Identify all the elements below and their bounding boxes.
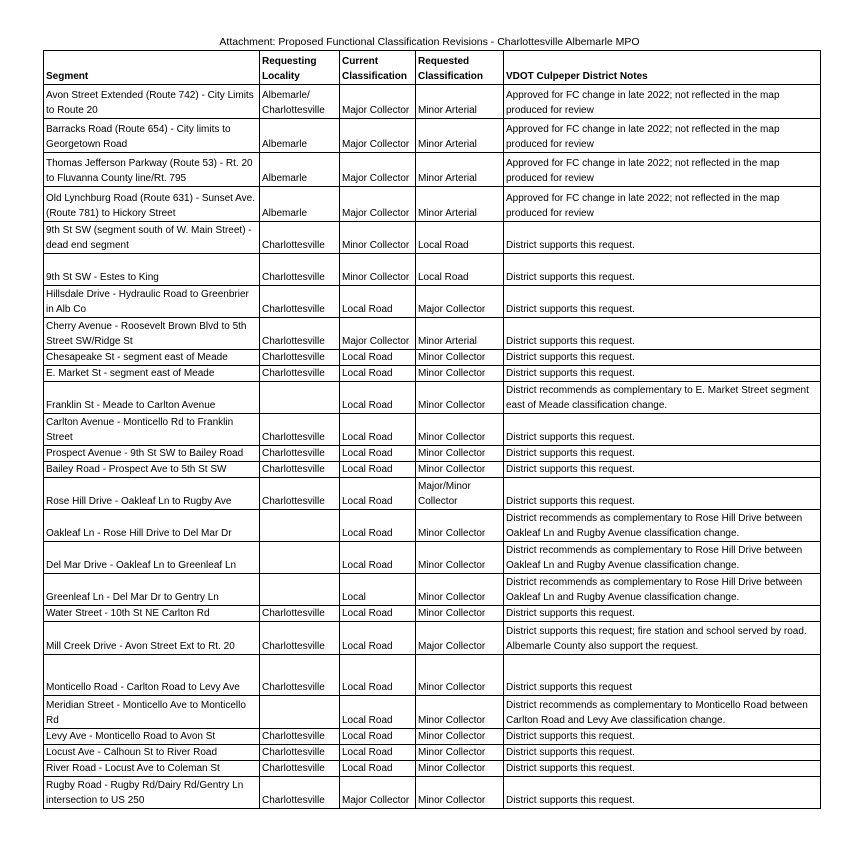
cell-requesting-locality: Charlottesville [260,478,340,510]
cell-requested-classification: Minor Collector [416,414,504,446]
cell-district-notes: Approved for FC change in late 2022; not reflected in the map produced for review [504,153,821,187]
cell-current-classification: Local Road [340,696,416,729]
cell-segment: 9th St SW - Estes to King [44,254,260,286]
cell-segment: Barracks Road (Route 654) - City limits to Georgetown Road [44,119,260,153]
cell-requested-classification: Minor Arterial [416,187,504,222]
cell-segment: Water Street - 10th St NE Carlton Rd [44,606,260,622]
cell-requested-classification: Minor Collector [416,382,504,414]
cell-segment: Locust Ave - Calhoun St to River Road [44,745,260,761]
cell-requesting-locality: Albemarle [260,119,340,153]
cell-requested-classification: Minor Arterial [416,153,504,187]
cell-segment: Meridian Street - Monticello Ave to Monticello Rd [44,696,260,729]
cell-requesting-locality: Charlottesville [260,777,340,809]
cell-requested-classification: Minor Collector [416,761,504,777]
cell-requested-classification: Minor Collector [416,542,504,574]
cell-current-classification: Local Road [340,478,416,510]
table-row [44,254,821,286]
cell-requested-classification: Major Collector [416,286,504,318]
cell-requesting-locality: Albemarle [260,187,340,222]
table-row [44,222,821,254]
cell-segment: Old Lynchburg Road (Route 631) - Sunset Ave. (Route 781) to Hickory Street [44,187,260,222]
cell-current-classification: Major Collector [340,318,416,350]
cell-district-notes: District recommends as complementary to Monticello Road between Carlton Road and Levy Ave classification change. [504,696,821,729]
cell-district-notes: District recommends as complementary to Rose Hill Drive between Oakleaf Ln and Rugby Avenue classification change. [504,542,821,574]
cell-district-notes: District supports this request. [504,318,821,350]
cell-current-classification: Local Road [340,462,416,478]
cell-district-notes: Approved for FC change in late 2022; not reflected in the map produced for review [504,85,821,119]
table-row [44,622,821,655]
cell-district-notes: District supports this request. [504,462,821,478]
table-row [44,414,821,446]
cell-current-classification: Local Road [340,446,416,462]
table-row [44,542,821,574]
cell-district-notes: District supports this request. [504,606,821,622]
cell-requesting-locality: Charlottesville [260,414,340,446]
table-row [44,350,821,366]
cell-current-classification: Local Road [340,622,416,655]
cell-district-notes: District supports this request. [504,350,821,366]
table-row [44,318,821,350]
cell-requesting-locality: Charlottesville [260,350,340,366]
cell-district-notes: District supports this request. [504,478,821,510]
cell-segment: Avon Street Extended (Route 742) - City Limits to Route 20 [44,85,260,119]
cell-current-classification: Local Road [340,350,416,366]
table-row [44,574,821,606]
cell-segment: Carlton Avenue - Monticello Rd to Franklin Street [44,414,260,446]
table-row [44,446,821,462]
table-row [44,761,821,777]
table-row [44,366,821,382]
header-row [44,51,821,85]
cell-segment: Mill Creek Drive - Avon Street Ext to Rt. 20 [44,622,260,655]
cell-requesting-locality: Charlottesville [260,745,340,761]
cell-segment: Bailey Road - Prospect Ave to 5th St SW [44,462,260,478]
cell-segment: E. Market St - segment east of Meade [44,366,260,382]
cell-segment: Thomas Jefferson Parkway (Route 53) - Rt. 20 to Fluvanna County line/Rt. 795 [44,153,260,187]
cell-current-classification: Local Road [340,510,416,542]
cell-requested-classification: Major/Minor Collector [416,478,504,510]
cell-requesting-locality: Charlottesville [260,222,340,254]
table-row [44,745,821,761]
cell-requested-classification: Major Collector [416,622,504,655]
cell-district-notes: District supports this request. [504,745,821,761]
table-row [44,85,821,119]
cell-requested-classification: Minor Collector [416,745,504,761]
cell-current-classification: Major Collector [340,153,416,187]
cell-current-classification: Local [340,574,416,606]
cell-segment: River Road - Locust Ave to Coleman St [44,761,260,777]
cell-requested-classification: Minor Arterial [416,85,504,119]
cell-district-notes: District recommends as complementary to E. Market Street segment east of Meade classification change. [504,382,821,414]
cell-requested-classification: Minor Collector [416,606,504,622]
cell-requesting-locality [260,382,340,414]
cell-district-notes: District supports this request. [504,366,821,382]
cell-segment: Cherry Avenue - Roosevelt Brown Blvd to 5th Street SW/Ridge St [44,318,260,350]
cell-requesting-locality: Charlottesville [260,254,340,286]
cell-segment: Greenleaf Ln - Del Mar Dr to Gentry Ln [44,574,260,606]
cell-district-notes: District supports this request [504,655,821,696]
cell-current-classification: Major Collector [340,187,416,222]
cell-requesting-locality: Albemarle/ Charlottesville [260,85,340,119]
cell-requesting-locality: Albemarle [260,153,340,187]
cell-segment: Monticello Road - Carlton Road to Levy Ave [44,655,260,696]
cell-requested-classification: Local Road [416,254,504,286]
classification-table [43,50,821,809]
cell-requesting-locality [260,574,340,606]
table-row [44,462,821,478]
cell-segment: Hillsdale Drive - Hydraulic Road to Greenbrier in Alb Co [44,286,260,318]
cell-current-classification: Local Road [340,729,416,745]
header-requested-classification: Requested Classification [416,51,504,85]
cell-segment: 9th St SW (segment south of W. Main Street) - dead end segment [44,222,260,254]
cell-requested-classification: Minor Collector [416,655,504,696]
cell-requested-classification: Minor Collector [416,729,504,745]
cell-requested-classification: Minor Collector [416,777,504,809]
cell-district-notes: District supports this request. [504,414,821,446]
cell-requesting-locality: Charlottesville [260,446,340,462]
cell-district-notes: District supports this request; fire station and school served by road. Albemarle County also support the request. [504,622,821,655]
cell-requesting-locality [260,696,340,729]
header-segment: Segment [44,51,260,85]
cell-requesting-locality: Charlottesville [260,729,340,745]
cell-requesting-locality: Charlottesville [260,462,340,478]
cell-current-classification: Local Road [340,414,416,446]
cell-segment: Levy Ave - Monticello Road to Avon St [44,729,260,745]
table-row [44,187,821,222]
cell-requested-classification: Minor Arterial [416,119,504,153]
cell-segment: Franklin St - Meade to Carlton Avenue [44,382,260,414]
cell-requested-classification: Minor Collector [416,574,504,606]
cell-district-notes: District supports this request. [504,729,821,745]
cell-requesting-locality [260,510,340,542]
cell-segment: Oakleaf Ln - Rose Hill Drive to Del Mar Dr [44,510,260,542]
cell-requesting-locality: Charlottesville [260,606,340,622]
cell-current-classification: Local Road [340,761,416,777]
cell-requesting-locality: Charlottesville [260,318,340,350]
cell-requested-classification: Minor Collector [416,462,504,478]
cell-current-classification: Major Collector [340,777,416,809]
cell-current-classification: Local Road [340,606,416,622]
cell-segment: Rugby Road - Rugby Rd/Dairy Rd/Gentry Ln intersection to US 250 [44,777,260,809]
cell-requested-classification: Minor Collector [416,366,504,382]
cell-district-notes: District recommends as complementary to Rose Hill Drive between Oakleaf Ln and Rugby Avenue classification change. [504,574,821,606]
cell-requesting-locality: Charlottesville [260,622,340,655]
cell-segment: Prospect Avenue - 9th St SW to Bailey Road [44,446,260,462]
table-row [44,655,821,696]
table-row [44,478,821,510]
cell-current-classification: Local Road [340,286,416,318]
cell-current-classification: Local Road [340,382,416,414]
header-district-notes: VDOT Culpeper District Notes [504,51,821,85]
table-row [44,119,821,153]
table-row [44,510,821,542]
table-row [44,153,821,187]
header-current-classification: Current Classification [340,51,416,85]
cell-current-classification: Local Road [340,655,416,696]
cell-current-classification: Local Road [340,366,416,382]
cell-current-classification: Local Road [340,542,416,574]
cell-current-classification: Major Collector [340,85,416,119]
cell-district-notes: District supports this request. [504,446,821,462]
cell-current-classification: Minor Collector [340,254,416,286]
cell-current-classification: Major Collector [340,119,416,153]
cell-requested-classification: Minor Arterial [416,318,504,350]
cell-requested-classification: Minor Collector [416,446,504,462]
table-row [44,777,821,809]
cell-requested-classification: Local Road [416,222,504,254]
cell-district-notes: District recommends as complementary to Rose Hill Drive between Oakleaf Ln and Rugby Avenue classification change. [504,510,821,542]
header-requesting-locality: Requesting Locality [260,51,340,85]
table-row [44,286,821,318]
table-body [44,85,821,809]
cell-requested-classification: Minor Collector [416,350,504,366]
cell-segment: Del Mar Drive - Oakleaf Ln to Greenleaf Ln [44,542,260,574]
cell-requesting-locality [260,542,340,574]
cell-requesting-locality: Charlottesville [260,366,340,382]
cell-district-notes: District supports this request. [504,761,821,777]
document-title: Attachment: Proposed Functional Classification Revisions - Charlottesville Albemarle MPO [219,36,640,48]
cell-district-notes: Approved for FC change in late 2022; not reflected in the map produced for review [504,187,821,222]
cell-segment: Rose Hill Drive - Oakleaf Ln to Rugby Ave [44,478,260,510]
cell-current-classification: Local Road [340,745,416,761]
cell-requested-classification: Minor Collector [416,510,504,542]
cell-requesting-locality: Charlottesville [260,761,340,777]
table-row [44,606,821,622]
table-row [44,729,821,745]
cell-requested-classification: Minor Collector [416,696,504,729]
cell-requesting-locality: Charlottesville [260,286,340,318]
table-row [44,696,821,729]
cell-district-notes: District supports this request. [504,254,821,286]
cell-district-notes: District supports this request. [504,286,821,318]
table-row [44,382,821,414]
cell-district-notes: District supports this request. [504,222,821,254]
cell-requesting-locality: Charlottesville [260,655,340,696]
cell-district-notes: Approved for FC change in late 2022; not reflected in the map produced for review [504,119,821,153]
cell-district-notes: District supports this request. [504,777,821,809]
cell-current-classification: Minor Collector [340,222,416,254]
cell-segment: Chesapeake St - segment east of Meade [44,350,260,366]
